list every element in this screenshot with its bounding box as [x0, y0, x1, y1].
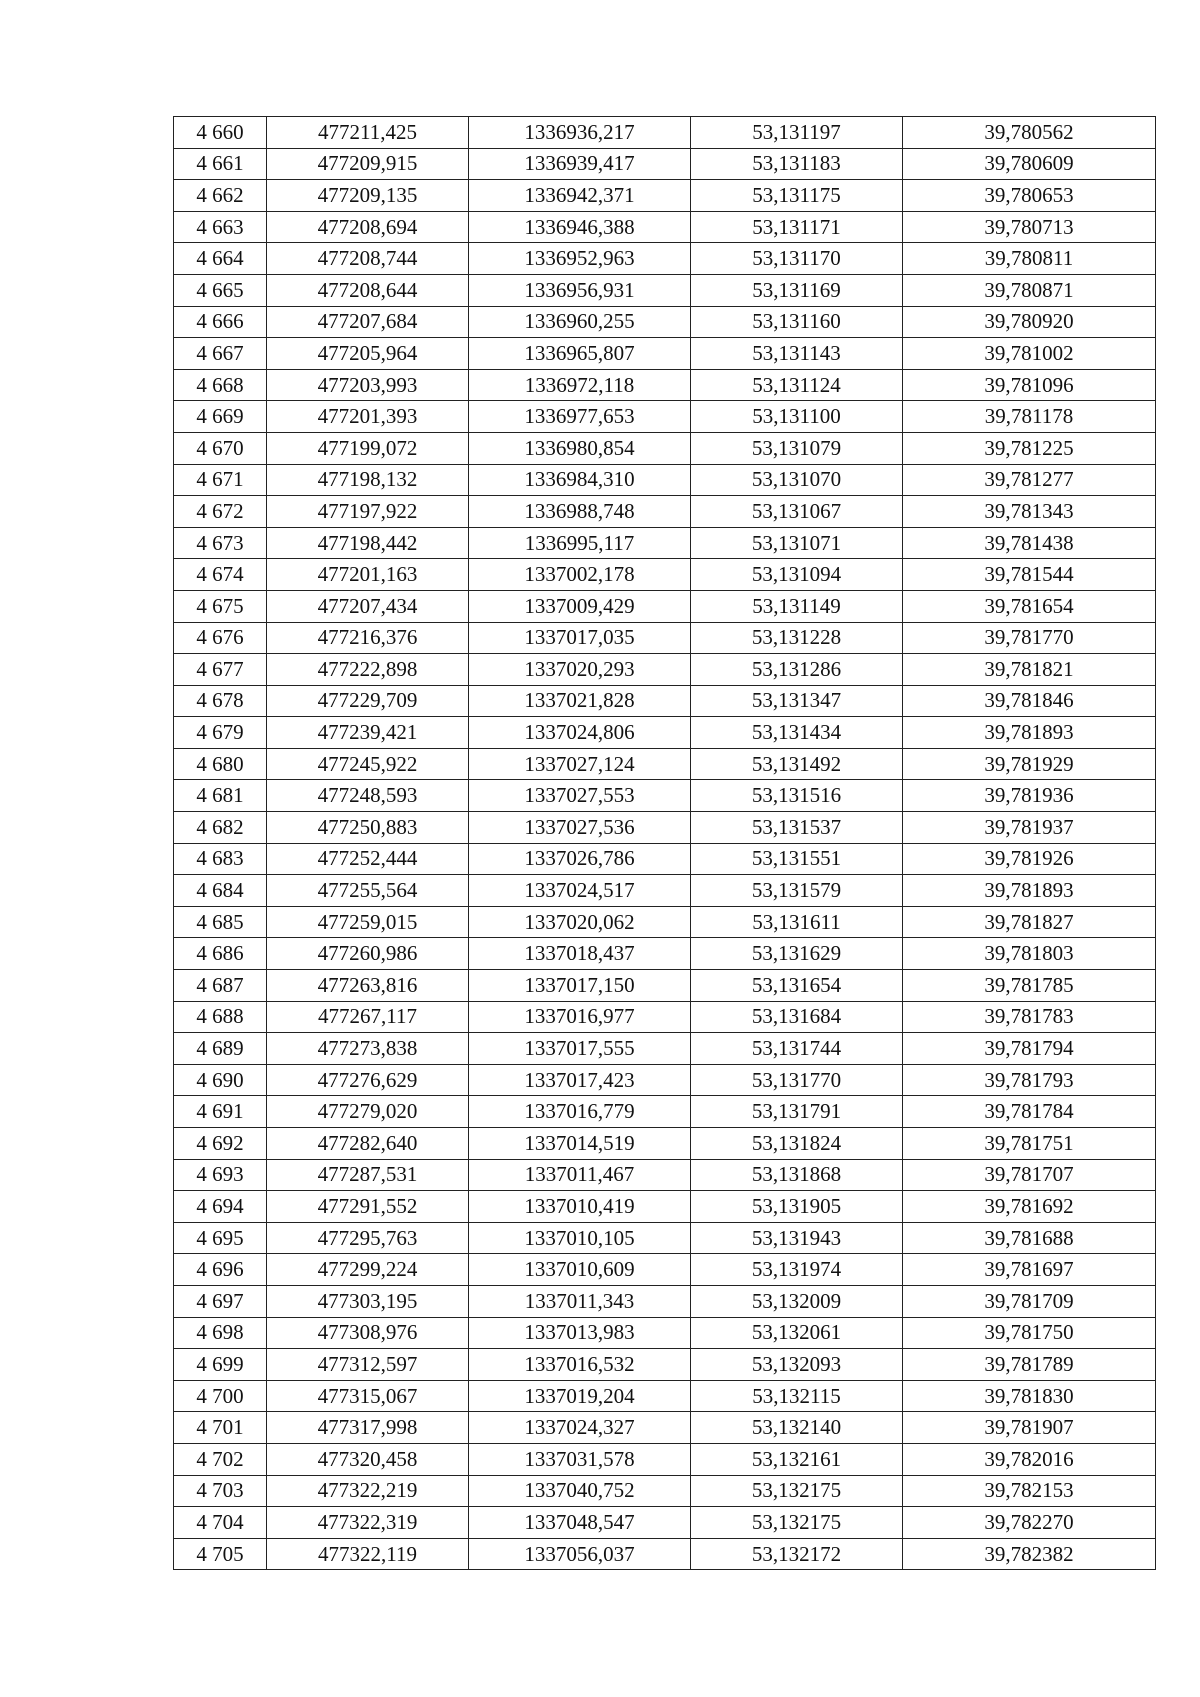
- y-coordinate-cell: 1337017,035: [469, 622, 691, 654]
- point-number-cell: 4 704: [174, 1507, 267, 1539]
- latitude-cell: 53,131124: [691, 369, 903, 401]
- point-number-cell: 4 692: [174, 1128, 267, 1160]
- table-row: [174, 1538, 1156, 1570]
- table-row: [174, 369, 1156, 401]
- x-coordinate-cell: 477279,020: [267, 1096, 469, 1128]
- x-coordinate-cell: 477207,684: [267, 306, 469, 338]
- table-row: [174, 748, 1156, 780]
- latitude-cell: 53,131169: [691, 274, 903, 306]
- table-row: [174, 906, 1156, 938]
- table-row: [174, 843, 1156, 875]
- point-number-cell: 4 691: [174, 1096, 267, 1128]
- x-coordinate-cell: 477208,744: [267, 243, 469, 275]
- x-coordinate-cell: 477308,976: [267, 1317, 469, 1349]
- x-coordinate-cell: 477273,838: [267, 1033, 469, 1065]
- point-number-cell: 4 697: [174, 1285, 267, 1317]
- table-row: [174, 1317, 1156, 1349]
- table-row: [174, 211, 1156, 243]
- latitude-cell: 53,132161: [691, 1443, 903, 1475]
- y-coordinate-cell: 1336988,748: [469, 496, 691, 528]
- table-row: [174, 559, 1156, 591]
- longitude-cell: 39,781936: [903, 780, 1156, 812]
- y-coordinate-cell: 1337056,037: [469, 1538, 691, 1570]
- x-coordinate-cell: 477203,993: [267, 369, 469, 401]
- longitude-cell: 39,781751: [903, 1128, 1156, 1160]
- longitude-cell: 39,781783: [903, 1001, 1156, 1033]
- latitude-cell: 53,132009: [691, 1285, 903, 1317]
- point-number-cell: 4 699: [174, 1349, 267, 1381]
- x-coordinate-cell: 477229,709: [267, 685, 469, 717]
- point-number-cell: 4 702: [174, 1443, 267, 1475]
- latitude-cell: 53,131347: [691, 685, 903, 717]
- longitude-cell: 39,781846: [903, 685, 1156, 717]
- table-row: [174, 243, 1156, 275]
- table-row: [174, 1349, 1156, 1381]
- y-coordinate-cell: 1336980,854: [469, 432, 691, 464]
- x-coordinate-cell: 477248,593: [267, 780, 469, 812]
- point-number-cell: 4 677: [174, 654, 267, 686]
- x-coordinate-cell: 477211,425: [267, 117, 469, 149]
- longitude-cell: 39,781937: [903, 812, 1156, 844]
- longitude-cell: 39,781002: [903, 338, 1156, 370]
- latitude-cell: 53,131770: [691, 1064, 903, 1096]
- y-coordinate-cell: 1337019,204: [469, 1380, 691, 1412]
- longitude-cell: 39,780811: [903, 243, 1156, 275]
- table-row: [174, 338, 1156, 370]
- point-number-cell: 4 664: [174, 243, 267, 275]
- point-number-cell: 4 666: [174, 306, 267, 338]
- longitude-cell: 39,781827: [903, 906, 1156, 938]
- latitude-cell: 53,131537: [691, 812, 903, 844]
- longitude-cell: 39,780713: [903, 211, 1156, 243]
- longitude-cell: 39,782016: [903, 1443, 1156, 1475]
- y-coordinate-cell: 1336939,417: [469, 148, 691, 180]
- latitude-cell: 53,131579: [691, 875, 903, 907]
- y-coordinate-cell: 1337024,517: [469, 875, 691, 907]
- point-number-cell: 4 676: [174, 622, 267, 654]
- y-coordinate-cell: 1337010,609: [469, 1254, 691, 1286]
- point-number-cell: 4 671: [174, 464, 267, 496]
- table-row: [174, 1412, 1156, 1444]
- table-row: [174, 401, 1156, 433]
- x-coordinate-cell: 477222,898: [267, 654, 469, 686]
- x-coordinate-cell: 477322,319: [267, 1507, 469, 1539]
- latitude-cell: 53,132140: [691, 1412, 903, 1444]
- table-row: [174, 780, 1156, 812]
- longitude-cell: 39,781893: [903, 875, 1156, 907]
- longitude-cell: 39,781893: [903, 717, 1156, 749]
- point-number-cell: 4 668: [174, 369, 267, 401]
- x-coordinate-cell: 477207,434: [267, 590, 469, 622]
- x-coordinate-cell: 477303,195: [267, 1285, 469, 1317]
- latitude-cell: 53,131175: [691, 180, 903, 212]
- table-row: [174, 432, 1156, 464]
- point-number-cell: 4 674: [174, 559, 267, 591]
- point-number-cell: 4 696: [174, 1254, 267, 1286]
- point-number-cell: 4 688: [174, 1001, 267, 1033]
- table-row: [174, 590, 1156, 622]
- longitude-cell: 39,781544: [903, 559, 1156, 591]
- latitude-cell: 53,131100: [691, 401, 903, 433]
- longitude-cell: 39,780609: [903, 148, 1156, 180]
- point-number-cell: 4 686: [174, 938, 267, 970]
- x-coordinate-cell: 477295,763: [267, 1222, 469, 1254]
- longitude-cell: 39,781821: [903, 654, 1156, 686]
- point-number-cell: 4 685: [174, 906, 267, 938]
- longitude-cell: 39,781770: [903, 622, 1156, 654]
- longitude-cell: 39,781830: [903, 1380, 1156, 1412]
- x-coordinate-cell: 477320,458: [267, 1443, 469, 1475]
- x-coordinate-cell: 477287,531: [267, 1159, 469, 1191]
- x-coordinate-cell: 477198,442: [267, 527, 469, 559]
- x-coordinate-cell: 477255,564: [267, 875, 469, 907]
- table-row: [174, 464, 1156, 496]
- x-coordinate-cell: 477208,694: [267, 211, 469, 243]
- point-number-cell: 4 667: [174, 338, 267, 370]
- point-number-cell: 4 673: [174, 527, 267, 559]
- latitude-cell: 53,131629: [691, 938, 903, 970]
- x-coordinate-cell: 477208,644: [267, 274, 469, 306]
- table-row: [174, 117, 1156, 149]
- latitude-cell: 53,131286: [691, 654, 903, 686]
- y-coordinate-cell: 1337016,779: [469, 1096, 691, 1128]
- point-number-cell: 4 670: [174, 432, 267, 464]
- point-number-cell: 4 698: [174, 1317, 267, 1349]
- y-coordinate-cell: 1337048,547: [469, 1507, 691, 1539]
- y-coordinate-cell: 1336977,653: [469, 401, 691, 433]
- y-coordinate-cell: 1336984,310: [469, 464, 691, 496]
- x-coordinate-cell: 477315,067: [267, 1380, 469, 1412]
- latitude-cell: 53,131094: [691, 559, 903, 591]
- table-row: [174, 875, 1156, 907]
- point-number-cell: 4 665: [174, 274, 267, 306]
- table-row: [174, 1096, 1156, 1128]
- x-coordinate-cell: 477250,883: [267, 812, 469, 844]
- longitude-cell: 39,781929: [903, 748, 1156, 780]
- point-number-cell: 4 675: [174, 590, 267, 622]
- latitude-cell: 53,131079: [691, 432, 903, 464]
- point-number-cell: 4 682: [174, 812, 267, 844]
- point-number-cell: 4 683: [174, 843, 267, 875]
- y-coordinate-cell: 1337040,752: [469, 1475, 691, 1507]
- y-coordinate-cell: 1337026,786: [469, 843, 691, 875]
- longitude-cell: 39,781096: [903, 369, 1156, 401]
- point-number-cell: 4 680: [174, 748, 267, 780]
- x-coordinate-cell: 477276,629: [267, 1064, 469, 1096]
- x-coordinate-cell: 477259,015: [267, 906, 469, 938]
- x-coordinate-cell: 477322,219: [267, 1475, 469, 1507]
- x-coordinate-cell: 477252,444: [267, 843, 469, 875]
- latitude-cell: 53,131744: [691, 1033, 903, 1065]
- y-coordinate-cell: 1337021,828: [469, 685, 691, 717]
- longitude-cell: 39,781789: [903, 1349, 1156, 1381]
- longitude-cell: 39,782153: [903, 1475, 1156, 1507]
- latitude-cell: 53,131791: [691, 1096, 903, 1128]
- latitude-cell: 53,131824: [691, 1128, 903, 1160]
- latitude-cell: 53,131143: [691, 338, 903, 370]
- latitude-cell: 53,132175: [691, 1507, 903, 1539]
- x-coordinate-cell: 477205,964: [267, 338, 469, 370]
- y-coordinate-cell: 1337031,578: [469, 1443, 691, 1475]
- y-coordinate-cell: 1337027,553: [469, 780, 691, 812]
- latitude-cell: 53,131170: [691, 243, 903, 275]
- table-row: [174, 306, 1156, 338]
- x-coordinate-cell: 477299,224: [267, 1254, 469, 1286]
- y-coordinate-cell: 1337013,983: [469, 1317, 691, 1349]
- y-coordinate-cell: 1337024,806: [469, 717, 691, 749]
- latitude-cell: 53,131611: [691, 906, 903, 938]
- y-coordinate-cell: 1337018,437: [469, 938, 691, 970]
- longitude-cell: 39,781784: [903, 1096, 1156, 1128]
- table-row: [174, 1475, 1156, 1507]
- latitude-cell: 53,131070: [691, 464, 903, 496]
- x-coordinate-cell: 477201,163: [267, 559, 469, 591]
- point-number-cell: 4 700: [174, 1380, 267, 1412]
- point-number-cell: 4 662: [174, 180, 267, 212]
- y-coordinate-cell: 1336956,931: [469, 274, 691, 306]
- longitude-cell: 39,781343: [903, 496, 1156, 528]
- point-number-cell: 4 695: [174, 1222, 267, 1254]
- longitude-cell: 39,781750: [903, 1317, 1156, 1349]
- y-coordinate-cell: 1337024,327: [469, 1412, 691, 1444]
- longitude-cell: 39,781688: [903, 1222, 1156, 1254]
- latitude-cell: 53,132061: [691, 1317, 903, 1349]
- x-coordinate-cell: 477199,072: [267, 432, 469, 464]
- table-row: [174, 1159, 1156, 1191]
- latitude-cell: 53,131197: [691, 117, 903, 149]
- y-coordinate-cell: 1337017,150: [469, 970, 691, 1002]
- y-coordinate-cell: 1337027,536: [469, 812, 691, 844]
- x-coordinate-cell: 477267,117: [267, 1001, 469, 1033]
- y-coordinate-cell: 1336972,118: [469, 369, 691, 401]
- x-coordinate-cell: 477282,640: [267, 1128, 469, 1160]
- point-number-cell: 4 703: [174, 1475, 267, 1507]
- point-number-cell: 4 689: [174, 1033, 267, 1065]
- point-number-cell: 4 679: [174, 717, 267, 749]
- longitude-cell: 39,781707: [903, 1159, 1156, 1191]
- x-coordinate-cell: 477198,132: [267, 464, 469, 496]
- y-coordinate-cell: 1337014,519: [469, 1128, 691, 1160]
- latitude-cell: 53,131183: [691, 148, 903, 180]
- y-coordinate-cell: 1337027,124: [469, 748, 691, 780]
- x-coordinate-cell: 477245,922: [267, 748, 469, 780]
- longitude-cell: 39,781692: [903, 1191, 1156, 1223]
- y-coordinate-cell: 1337011,343: [469, 1285, 691, 1317]
- latitude-cell: 53,131067: [691, 496, 903, 528]
- table-row: [174, 938, 1156, 970]
- table-row: [174, 717, 1156, 749]
- table-row: [174, 1507, 1156, 1539]
- table-row: [174, 1443, 1156, 1475]
- longitude-cell: 39,781697: [903, 1254, 1156, 1286]
- point-number-cell: 4 661: [174, 148, 267, 180]
- x-coordinate-cell: 477260,986: [267, 938, 469, 970]
- table-row: [174, 1191, 1156, 1223]
- longitude-cell: 39,780653: [903, 180, 1156, 212]
- point-number-cell: 4 681: [174, 780, 267, 812]
- x-coordinate-cell: 477239,421: [267, 717, 469, 749]
- x-coordinate-cell: 477209,915: [267, 148, 469, 180]
- latitude-cell: 53,131149: [691, 590, 903, 622]
- latitude-cell: 53,131434: [691, 717, 903, 749]
- longitude-cell: 39,780920: [903, 306, 1156, 338]
- latitude-cell: 53,131071: [691, 527, 903, 559]
- table-row: [174, 1254, 1156, 1286]
- y-coordinate-cell: 1336936,217: [469, 117, 691, 149]
- latitude-cell: 53,131684: [691, 1001, 903, 1033]
- table-row: [174, 527, 1156, 559]
- y-coordinate-cell: 1337020,293: [469, 654, 691, 686]
- latitude-cell: 53,131943: [691, 1222, 903, 1254]
- latitude-cell: 53,131228: [691, 622, 903, 654]
- point-number-cell: 4 694: [174, 1191, 267, 1223]
- table-row: [174, 1064, 1156, 1096]
- point-number-cell: 4 660: [174, 117, 267, 149]
- x-coordinate-cell: 477263,816: [267, 970, 469, 1002]
- latitude-cell: 53,131492: [691, 748, 903, 780]
- longitude-cell: 39,782270: [903, 1507, 1156, 1539]
- y-coordinate-cell: 1337011,467: [469, 1159, 691, 1191]
- x-coordinate-cell: 477317,998: [267, 1412, 469, 1444]
- y-coordinate-cell: 1336960,255: [469, 306, 691, 338]
- coordinates-table: [173, 116, 1156, 1570]
- y-coordinate-cell: 1337016,977: [469, 1001, 691, 1033]
- table-row: [174, 1001, 1156, 1033]
- table-row: [174, 970, 1156, 1002]
- y-coordinate-cell: 1337010,105: [469, 1222, 691, 1254]
- y-coordinate-cell: 1337002,178: [469, 559, 691, 591]
- longitude-cell: 39,781794: [903, 1033, 1156, 1065]
- longitude-cell: 39,781907: [903, 1412, 1156, 1444]
- x-coordinate-cell: 477201,393: [267, 401, 469, 433]
- longitude-cell: 39,781926: [903, 843, 1156, 875]
- longitude-cell: 39,781793: [903, 1064, 1156, 1096]
- point-number-cell: 4 705: [174, 1538, 267, 1570]
- latitude-cell: 53,131551: [691, 843, 903, 875]
- table-row: [174, 1222, 1156, 1254]
- point-number-cell: 4 701: [174, 1412, 267, 1444]
- y-coordinate-cell: 1336952,963: [469, 243, 691, 275]
- point-number-cell: 4 687: [174, 970, 267, 1002]
- longitude-cell: 39,781785: [903, 970, 1156, 1002]
- longitude-cell: 39,781225: [903, 432, 1156, 464]
- y-coordinate-cell: 1337017,423: [469, 1064, 691, 1096]
- x-coordinate-cell: 477291,552: [267, 1191, 469, 1223]
- longitude-cell: 39,780562: [903, 117, 1156, 149]
- coordinates-table-body: [174, 117, 1156, 1570]
- latitude-cell: 53,131868: [691, 1159, 903, 1191]
- latitude-cell: 53,132115: [691, 1380, 903, 1412]
- point-number-cell: 4 678: [174, 685, 267, 717]
- table-row: [174, 274, 1156, 306]
- point-number-cell: 4 693: [174, 1159, 267, 1191]
- x-coordinate-cell: 477197,922: [267, 496, 469, 528]
- x-coordinate-cell: 477312,597: [267, 1349, 469, 1381]
- point-number-cell: 4 684: [174, 875, 267, 907]
- longitude-cell: 39,782382: [903, 1538, 1156, 1570]
- table-row: [174, 812, 1156, 844]
- longitude-cell: 39,781277: [903, 464, 1156, 496]
- y-coordinate-cell: 1336942,371: [469, 180, 691, 212]
- point-number-cell: 4 669: [174, 401, 267, 433]
- table-row: [174, 622, 1156, 654]
- point-number-cell: 4 690: [174, 1064, 267, 1096]
- table-row: [174, 1285, 1156, 1317]
- y-coordinate-cell: 1337016,532: [469, 1349, 691, 1381]
- y-coordinate-cell: 1337010,419: [469, 1191, 691, 1223]
- table-row: [174, 148, 1156, 180]
- latitude-cell: 53,131905: [691, 1191, 903, 1223]
- table-row: [174, 1380, 1156, 1412]
- latitude-cell: 53,131974: [691, 1254, 903, 1286]
- table-row: [174, 496, 1156, 528]
- latitude-cell: 53,132172: [691, 1538, 903, 1570]
- point-number-cell: 4 663: [174, 211, 267, 243]
- longitude-cell: 39,781803: [903, 938, 1156, 970]
- x-coordinate-cell: 477209,135: [267, 180, 469, 212]
- table-row: [174, 1128, 1156, 1160]
- longitude-cell: 39,781654: [903, 590, 1156, 622]
- table-row: [174, 654, 1156, 686]
- x-coordinate-cell: 477216,376: [267, 622, 469, 654]
- latitude-cell: 53,131516: [691, 780, 903, 812]
- table-row: [174, 1033, 1156, 1065]
- longitude-cell: 39,781438: [903, 527, 1156, 559]
- table-row: [174, 180, 1156, 212]
- longitude-cell: 39,781178: [903, 401, 1156, 433]
- y-coordinate-cell: 1337009,429: [469, 590, 691, 622]
- table-row: [174, 685, 1156, 717]
- longitude-cell: 39,780871: [903, 274, 1156, 306]
- latitude-cell: 53,131160: [691, 306, 903, 338]
- y-coordinate-cell: 1337020,062: [469, 906, 691, 938]
- y-coordinate-cell: 1336946,388: [469, 211, 691, 243]
- latitude-cell: 53,132175: [691, 1475, 903, 1507]
- x-coordinate-cell: 477322,119: [267, 1538, 469, 1570]
- y-coordinate-cell: 1336965,807: [469, 338, 691, 370]
- y-coordinate-cell: 1336995,117: [469, 527, 691, 559]
- longitude-cell: 39,781709: [903, 1285, 1156, 1317]
- y-coordinate-cell: 1337017,555: [469, 1033, 691, 1065]
- latitude-cell: 53,131171: [691, 211, 903, 243]
- point-number-cell: 4 672: [174, 496, 267, 528]
- latitude-cell: 53,132093: [691, 1349, 903, 1381]
- latitude-cell: 53,131654: [691, 970, 903, 1002]
